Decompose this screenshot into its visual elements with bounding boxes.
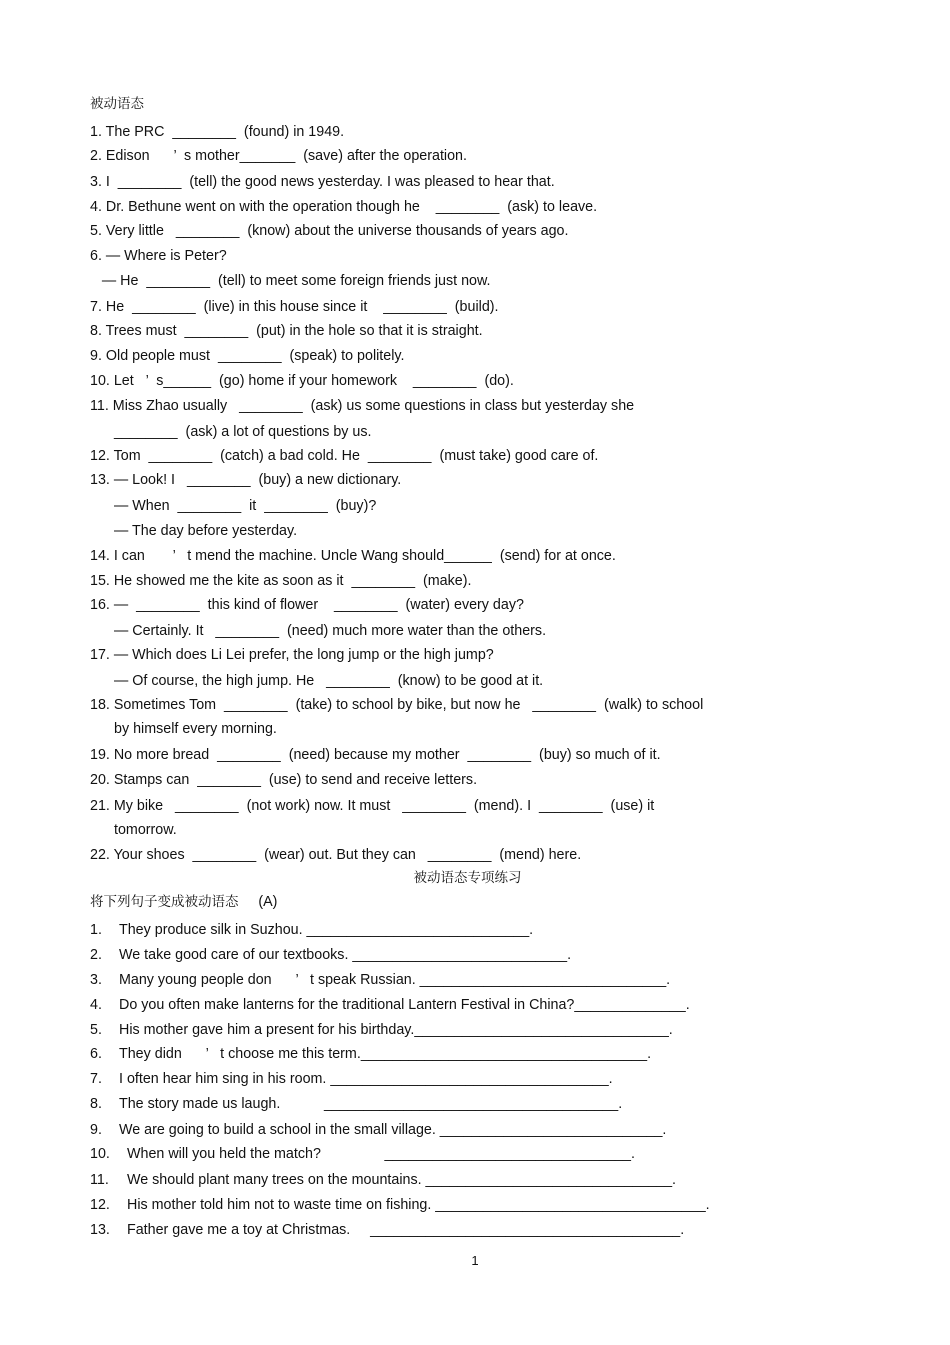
item-number: 2.: [90, 947, 102, 963]
exercise-line: — He ________ (tell) to meet some foreign friends just now.: [90, 273, 491, 289]
page-number: 1: [471, 1253, 479, 1268]
exercise-line: 19. No more bread ________ (need) because my mother ________ (buy) so much of it.: [90, 747, 661, 763]
item-text: We are going to build a school in the small village. ____________________________.: [119, 1122, 667, 1138]
exercise-line: 17. — Which does Li Lei prefer, the long jump or the high jump?: [90, 647, 494, 663]
item-text: I often hear him sing in his room. ___________________________________.: [119, 1071, 613, 1087]
exercise-line: by himself every morning.: [114, 721, 277, 737]
item-text: Many young people don ’ t speak Russian. _______________________________.: [119, 972, 671, 988]
exercise-line: 9. Old people must ________ (speak) to politely.: [90, 348, 405, 364]
item-number: 8.: [90, 1096, 102, 1112]
section-title: 被动语态专项练习: [413, 870, 522, 886]
item-text: His mother told him not to waste time on fishing. __________________________________.: [127, 1197, 710, 1213]
item-text: We take good care of our textbooks. ___________________________.: [119, 947, 572, 963]
exercise-line: 8. Trees must ________ (put) in the hole so that it is straight.: [90, 323, 483, 339]
item-number: 12.: [90, 1197, 110, 1213]
item-text: They produce silk in Suzhou. ____________________________.: [119, 922, 534, 938]
exercise-line: 21. My bike ________ (not work) now. It must ________ (mend). I ________ (use) it: [90, 798, 655, 814]
exercise-line: 11. Miss Zhao usually ________ (ask) us some questions in class but yesterday she: [90, 398, 635, 414]
exercise-line: 7. He ________ (live) in this house since it ________ (build).: [90, 299, 499, 315]
item-number: 3.: [90, 972, 102, 988]
instruction-tag: (A): [258, 894, 278, 910]
exercise-line: 15. He showed me the kite as soon as it ________ (make).: [90, 573, 472, 589]
exercise-line: 13. — Look! I ________ (buy) a new dictionary.: [90, 472, 402, 488]
section-heading: 被动语态: [90, 96, 144, 112]
item-number: 5.: [90, 1022, 102, 1038]
item-number: 4.: [90, 997, 102, 1013]
exercise-line: tomorrow.: [114, 822, 177, 838]
exercise-line: — Of course, the high jump. He ________ (know) to be good at it.: [114, 673, 544, 689]
item-text: They didn ’ t choose me this term.____________________________________.: [119, 1046, 652, 1062]
item-number: 1.: [90, 922, 102, 938]
exercise-line: 22. Your shoes ________ (wear) out. But they can ________ (mend) here.: [90, 847, 582, 863]
exercise-line: 14. I can ’ t mend the machine. Uncle Wang should______ (send) for at once.: [90, 548, 616, 564]
exercise-line: 4. Dr. Bethune went on with the operation though he ________ (ask) to leave.: [90, 199, 598, 215]
item-number: 11.: [90, 1172, 109, 1188]
item-text: We should plant many trees on the mountains. _______________________________.: [127, 1172, 677, 1188]
item-number: 6.: [90, 1046, 102, 1062]
item-number: 7.: [90, 1071, 102, 1087]
item-text: When will you held the match? _______________________________.: [127, 1146, 635, 1162]
exercise-line: 18. Sometimes Tom ________ (take) to school by bike, but now he ________ (walk) to school: [90, 697, 704, 713]
item-number: 13.: [90, 1222, 110, 1238]
exercise-line: 12. Tom ________ (catch) a bad cold. He ________ (must take) good care of.: [90, 448, 599, 464]
item-number: 10.: [90, 1146, 110, 1162]
item-text: Father gave me a toy at Christmas. _______________________________________.: [127, 1222, 685, 1238]
exercise-line: 2. Edison ’ s mother_______ (save) after the operation.: [90, 148, 467, 164]
instruction: [90, 893, 277, 911]
item-number: 9.: [90, 1122, 102, 1138]
exercise-line: 5. Very little ________ (know) about the universe thousands of years ago.: [90, 223, 569, 239]
exercise-line: 20. Stamps can ________ (use) to send and receive letters.: [90, 772, 478, 788]
exercise-line: 16. — ________ this kind of flower ________ (water) every day?: [90, 597, 524, 613]
exercise-line: 6. — Where is Peter?: [90, 248, 227, 264]
instruction-text: 将下列句子变成被动语态: [90, 894, 239, 910]
exercise-line: 10. Let ’ s______ (go) home if your homework ________ (do).: [90, 373, 514, 389]
item-text: The story made us laugh. _____________________________________.: [119, 1096, 623, 1112]
item-text: His mother gave him a present for his birthday.________________________________.: [119, 1022, 673, 1038]
exercise-line: 1. The PRC ________ (found) in 1949.: [90, 124, 345, 140]
exercise-line: 3. I ________ (tell) the good news yesterday. I was pleased to hear that.: [90, 174, 555, 190]
exercise-line: ________ (ask) a lot of questions by us.: [114, 424, 372, 440]
exercise-line: — When ________ it ________ (buy)?: [114, 498, 377, 514]
exercise-line: — The day before yesterday.: [114, 523, 298, 539]
item-text: Do you often make lanterns for the traditional Lantern Festival in China?______________.: [119, 997, 690, 1013]
exercise-line: — Certainly. It ________ (need) much more water than the others.: [114, 623, 547, 639]
